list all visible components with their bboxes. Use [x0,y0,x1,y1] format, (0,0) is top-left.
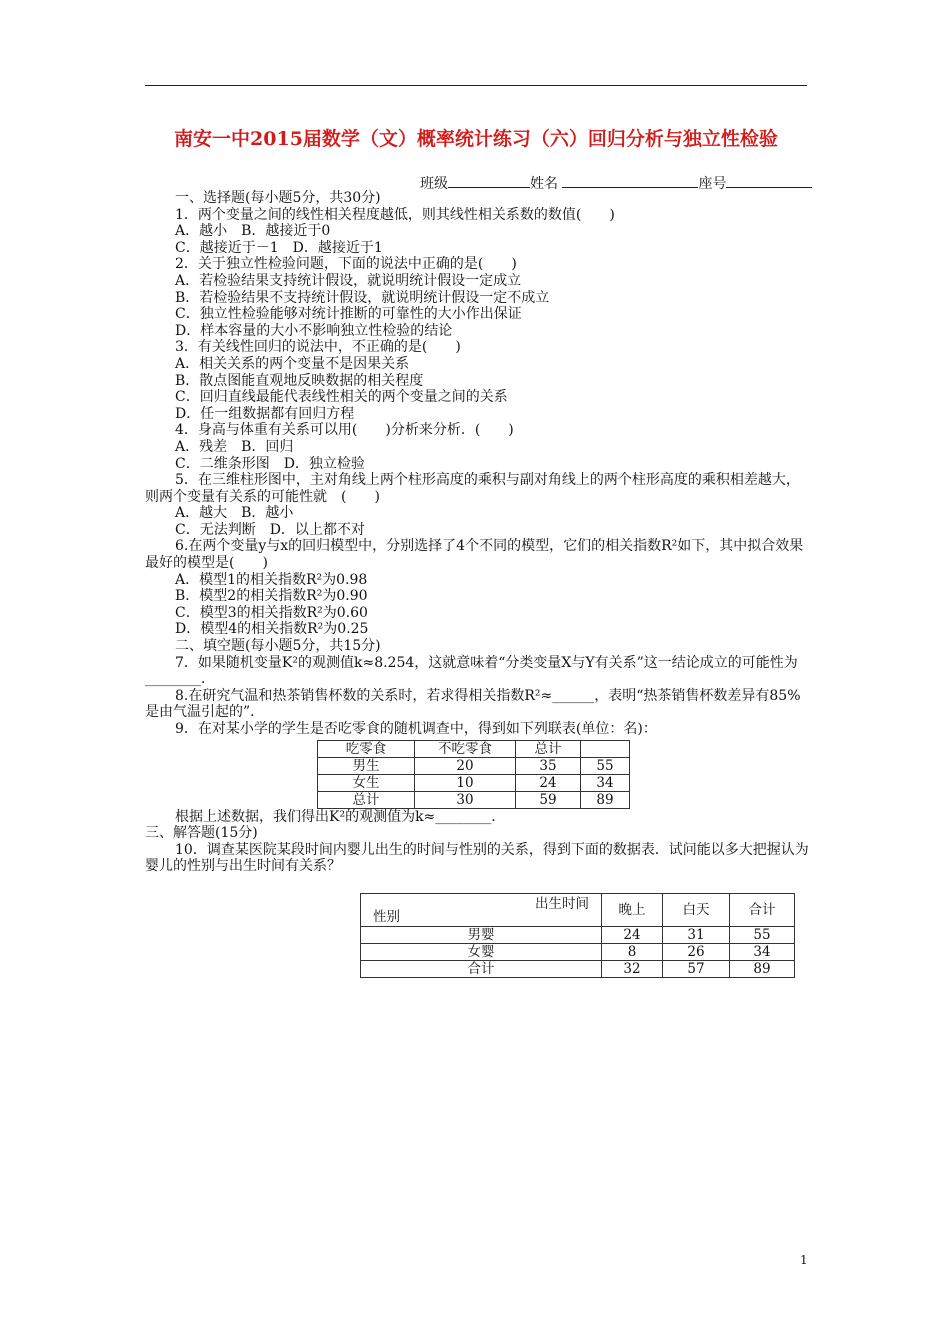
table-cell: 男婴 [361,926,602,943]
table-header-row [318,740,630,757]
question-option: D．样本容量的大小不影响独立性检验的结论 [175,322,453,339]
table-cell: 89 [730,960,795,977]
table-header-cell: 吃零食 [318,740,415,757]
table-cell: 20 [415,757,516,774]
question-option: A．若检验结果支持统计假设，就说明统计假设一定成立 [175,272,522,289]
table-header-cell: 不吃零食 [415,740,516,757]
question-10: 10．调查某医院某段时间内婴儿出生的时间与性别的关系，得到下面的数据表．试问能以多大把握认为婴儿的性别与出生时间有关系？ [145,841,809,875]
corner-bottom-label: 性别 [373,908,400,925]
table-cell: 24 [516,774,581,791]
question-9-tail: 根据上述数据，我们得出K²的观测值为k≈________. [175,808,496,825]
question-option: C．模型3的相关指数R²为0.60 [175,604,368,621]
question-option: C．越接近于－1 D．越接近于1 [175,239,383,256]
table-cell: 男生 [318,757,415,774]
corner-top-label: 出生时间 [535,895,589,912]
question-option: A．越大 B．越小 [175,505,294,522]
question-option: B．散点图能直观地反映数据的相关程度 [175,372,424,389]
table-header-cell: 合计 [730,893,795,926]
header-rule [145,85,807,86]
question-stem: 4．身高与体重有关系可以用( )分析来分析．( ) [175,422,514,439]
table-cell: 26 [663,943,730,960]
section-heading-fill: 二、填空题(每小题5分，共15分) [175,638,381,655]
section-heading-answer: 三、解答题(15分) [145,825,258,842]
table-cell: 31 [663,926,730,943]
class-label: 班级 [420,176,448,192]
table-row [361,926,795,943]
section-heading-choice: 一、选择题(每小题5分，共30分) [175,190,381,206]
table-row [318,774,630,791]
table-cell: 合计 [361,960,602,977]
question-9: 9．在对某小学的学生是否吃零食的随机调查中，得到如下列联表(单位：名)： [175,721,657,737]
table-cell: 34 [581,774,630,791]
question-option: C．独立性检验能够对统计推断的可靠性的大小作出保证 [175,306,522,323]
question-stem: 3．有关线性回归的说法中，不正确的是( ) [175,339,461,356]
question-option: C．无法判断 D．以上都不对 [175,521,365,538]
birth-contingency-table [360,893,795,978]
question-7: 7．如果随机变量K²的观测值k≈8.254，这就意味着“分类变量X与Y有关系”这一结论成立的可能性为________． [145,654,798,688]
table-corner-cell [361,893,602,926]
table-header-cell: 白天 [663,893,730,926]
question-8: 8.在研究气温和热茶销售杯数的关系时，若求得相关指数R²≈______，表明“热茶销售杯数差异有85%是由气温引起的”． [145,687,801,721]
question-option: A．残差 B．回归 [175,438,294,455]
table-cell: 30 [415,791,516,808]
table-header-cell: 晚上 [602,893,663,926]
name-field [562,173,698,188]
seat-field [726,173,812,188]
table-header-row [361,893,795,926]
table-cell: 55 [730,926,795,943]
table-cell: 总计 [318,791,415,808]
question-stem: 5．在三维柱形图中，主对角线上两个柱形高度的乘积与副对角线上的两个柱形高度的乘积相差越大，则两个变量有关系的可能性就 ( ) [145,472,800,505]
table-header-cell: 总计 [516,740,581,757]
question-option: D．模型4的相关指数R²为0.25 [175,621,369,638]
question-stem: 2．关于独立性检验问题，下面的说法中正确的是( ) [175,256,517,273]
table-cell: 32 [602,960,663,977]
table-cell: 女生 [318,774,415,791]
worksheet-body [145,190,809,978]
table-cell: 8 [602,943,663,960]
question-stem: 1．两个变量之间的线性相关程度越低，则其线性相关系数的数值( ) [175,206,615,223]
question-option: C．回归直线最能代表线性相关的两个变量之间的关系 [175,389,508,406]
snack-contingency-table [317,740,630,809]
question-option: B．模型2的相关指数R²为0.90 [175,588,368,605]
table-row [318,757,630,774]
question-option: A．模型1的相关指数R²为0.98 [175,571,368,588]
question-option: D．任一组数据都有回归方程 [175,405,355,422]
class-field [448,173,530,188]
table-cell: 10 [415,774,516,791]
seat-label: 座号 [698,176,727,192]
table-cell: 59 [516,791,581,808]
question-option: C．二维条形图 D．独立检验 [175,455,365,472]
table-cell: 89 [581,791,630,808]
table-header-cell [581,740,630,757]
question-option: A．越小 B．越接近于0 [175,223,331,240]
question-option: B．若检验结果不支持统计假设，就说明统计假设一定不成立 [175,289,550,306]
table-cell: 女婴 [361,943,602,960]
table-row [361,943,795,960]
table-cell: 34 [730,943,795,960]
table-cell: 57 [663,960,730,977]
table-row [361,960,795,977]
page-number: 1 [800,1253,808,1267]
question-stem: 6.在两个变量y与x的回归模型中，分别选择了4个不同的模型，它们的相关指数R²如下，其中拟合效果最好的模型是( ) [145,538,804,572]
table-row [318,791,630,808]
table-cell: 55 [581,757,630,774]
question-option: A．相关关系的两个变量不是因果关系 [175,355,410,372]
name-label: 姓名 [530,176,558,192]
table-cell: 24 [602,926,663,943]
page-title: 南安一中2015届数学（文）概率统计练习（六）回归分析与独立性检验 [174,128,778,150]
table-cell: 35 [516,757,581,774]
